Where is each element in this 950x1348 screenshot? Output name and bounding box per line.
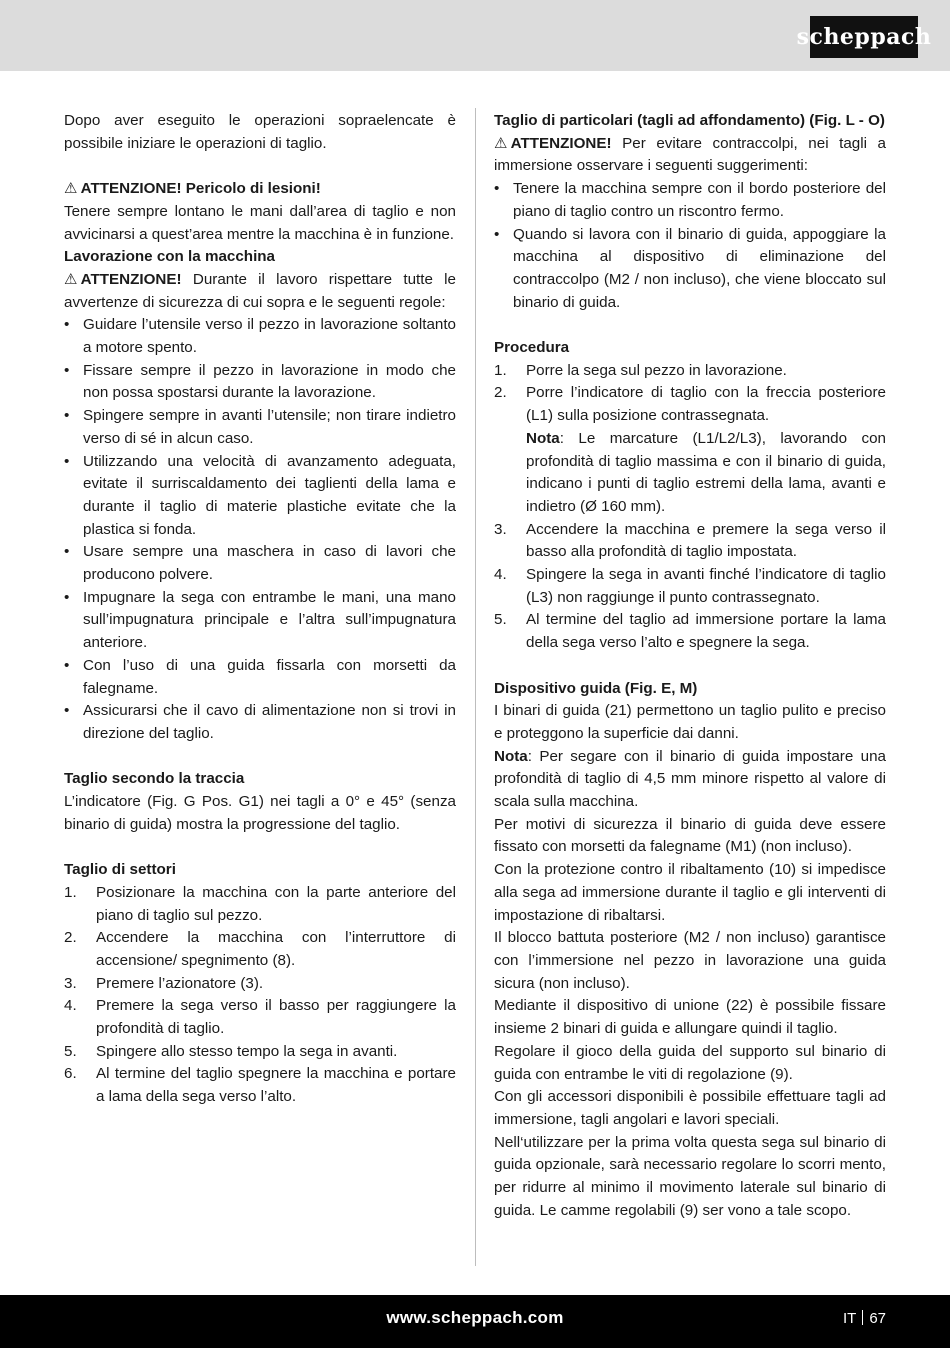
warning-icon: ⚠ bbox=[64, 270, 78, 288]
list-item: • Usare sempre una maschera in caso di lavori che producono polvere. bbox=[64, 541, 456, 586]
rules-list bbox=[64, 314, 456, 745]
list-item: 4. Spingere la sega in avanti finché l’indicatore di taglio (L3) non raggiunge il punto contrassegnato. bbox=[494, 566, 886, 606]
list-item: 4. Premere la sega verso il basso per raggiungere la profondità di taglio. bbox=[64, 997, 456, 1038]
trace-cut-text: L’indicatore (Fig. G Pos. G1) nei tagli a 0° e 45° (senza binario di guida) mostra la progressione del taglio. bbox=[64, 793, 456, 833]
left-column bbox=[64, 110, 456, 1109]
guide-paragraph: Per motivi di sicurezza il binario di guida deve essere fissato con morsetti da falegname (M1) (non incluso). bbox=[494, 815, 886, 856]
list-item: 1. Posizionare la macchina con la parte anteriore del piano di taglio sul pezzo. bbox=[64, 883, 456, 924]
page-indicator bbox=[843, 1310, 886, 1327]
page-number: 67 bbox=[869, 1310, 886, 1327]
list-item: 3. Accendere la macchina e premere la sega verso il basso alla profondità di taglio impostata. bbox=[494, 520, 886, 561]
list-item: 5. Spingere allo stesso tempo la sega in avanti. bbox=[64, 1042, 398, 1060]
warning-kickback-text: ⚠ ATTENZIONE! Per evitare contraccolpi, nei tagli a immersione osservare i seguenti suggerimenti: bbox=[494, 134, 886, 175]
note-label: Nota bbox=[494, 747, 528, 765]
list-item: • Spingere sempre in avanti l’utensile; non tirare indietro verso di sé in alcun caso. bbox=[64, 405, 456, 450]
section-title-procedure: Procedura bbox=[494, 339, 570, 357]
guide-paragraph: Il blocco battuta posteriore (M2 / non incluso) garantisce con l’immersione nel pezzo in lavorazione una guida sicura (non incluso). bbox=[494, 929, 886, 992]
list-item: • Quando si lavora con il binario di guida, appoggiare la macchina al dispositivo di eliminazione del contraccolpo (M2 / non incluso), che viene bloccato sul binario di guida. bbox=[494, 224, 886, 315]
right-column bbox=[494, 110, 886, 1222]
list-item: • Impugnare la sega con entrambe le mani, una mano sull’impugnatura principale e l’altra sull’impugnatura anteriore. bbox=[64, 587, 456, 655]
list-item: • Tenere la macchina sempre con il bordo posteriore del piano di taglio contro un riscontro fermo. bbox=[494, 178, 886, 223]
warning-rules-text: ⚠ ATTENZIONE! Durante il lavoro rispettare tutte le avvertenze di sicurezza di cui sopra e le seguenti regole: bbox=[64, 270, 456, 311]
section-title-machine-work: Lavorazione con la macchina bbox=[64, 248, 276, 266]
warning-injury-title: ⚠ ATTENZIONE! Pericolo di lesioni! bbox=[64, 178, 456, 201]
guide-note: Nota: Per segare con il binario di guida impostare una profondità di taglio di 4,5 mm minore rispetto al valore di scala sulla macchina. bbox=[494, 747, 886, 811]
guide-paragraph: Mediante il dispositivo di unione (22) è possibile fissare insieme 2 binari di guida e allungare quindi il taglio. bbox=[494, 997, 886, 1038]
separator bbox=[862, 1310, 863, 1325]
note-label: Nota bbox=[526, 429, 560, 447]
header-bar bbox=[0, 0, 950, 71]
guide-paragraph: Con la protezione contro il ribaltamento (10) si impedisce alla sega ad immersione durante il taglio e gli interventi di impostazione di ribaltarsi. bbox=[494, 861, 886, 924]
list-item: 1. Porre la sega sul pezzo in lavorazione. bbox=[494, 361, 787, 379]
list-item: • Utilizzando una velocità di avanzamento adeguata, evitate il surriscaldamento dei taglienti della lama e durante il taglio di materie plastiche evitate che la plastica si fonda. bbox=[64, 451, 456, 542]
guide-paragraph: I binari di guida (21) permettono un taglio pulito e preciso e proteggono la superficie dai danni. bbox=[494, 702, 886, 742]
list-item: 5. Al termine del taglio ad immersione portare la lama della sega verso l’alto e spegnere la sega. bbox=[494, 611, 886, 652]
section-title-plunge-cut: Taglio di particolari (tagli ad affondamento) (Fig. L - O) bbox=[494, 112, 885, 129]
list-item: • Assicurarsi che il cavo di alimentazione non si trovi in direzione del taglio. bbox=[64, 700, 456, 745]
intro-text: Dopo aver eseguito le operazioni sopraelencate è possibile iniziare le operazioni di taglio. bbox=[64, 112, 456, 152]
tips-list bbox=[494, 178, 886, 314]
guide-paragraph: Nell‘utilizzare per la prima volta questa sega sul binario di guida opzionale, sarà necessario regolare lo scorri mento, per ridurre al minimo il movimento laterale sul binario di guida. Le camme regolabili (9) ser vono a tale scopo. bbox=[494, 1133, 886, 1219]
warning-injury-text: Tenere sempre lontano le mani dall’area di taglio e non avvicinarsi a quest’area mentre la macchina è in funzione. bbox=[64, 202, 456, 243]
list-item: 2. Accendere la macchina con l’interruttore di accensione/ spegnimento (8). bbox=[64, 929, 456, 969]
section-title-trace-cut: Taglio secondo la traccia bbox=[64, 770, 245, 788]
procedure-list bbox=[494, 360, 886, 655]
list-item: • Con l’uso di una guida fissarla con morsetti da falegname. bbox=[64, 655, 456, 700]
list-item: • Guidare l’utensile verso il pezzo in lavorazione soltanto a motore spento. bbox=[64, 314, 456, 359]
section-title-sector-cut: Taglio di settori bbox=[64, 861, 176, 879]
guide-paragraph: Regolare il gioco della guida del supporto sul binario di guida con entrambe le viti di regolazione (9). bbox=[494, 1042, 886, 1083]
list-item: • Fissare sempre il pezzo in lavorazione in modo che non possa spostarsi durante la lavorazione. bbox=[64, 360, 456, 405]
guide-paragraph: Con gli accessori disponibili è possibile effettuare tagli ad immersione, tagli angolari e lavori speciali. bbox=[494, 1088, 886, 1128]
column-divider bbox=[475, 108, 476, 1266]
list-item: 6. Al termine del taglio spegnere la macchina e portare a lama della sega verso l’alto. bbox=[64, 1065, 456, 1106]
language-code: IT bbox=[842, 1310, 857, 1327]
warning-icon: ⚠ bbox=[64, 180, 78, 198]
brand-logo: scheppach bbox=[810, 16, 918, 58]
list-item: 2. Porre l’indicatore di taglio con la freccia posteriore (L1) sulla posizione contrassegnata. Nota: Le marcature (L1/L2/L3), lavorando con profondità di taglio massima e con il binario di guida, indicano i punti di taglio estremi della lama, avanti e indietro (Ø 160 mm). bbox=[494, 384, 886, 515]
website-link[interactable]: www.scheppach.com bbox=[386, 1308, 564, 1327]
sector-steps-list bbox=[64, 882, 456, 1109]
section-title-guide-device: Dispositivo guida (Fig. E, M) bbox=[494, 679, 698, 697]
list-item: 3. Premere l’azionatore (3). bbox=[64, 974, 264, 992]
warning-icon: ⚠ bbox=[494, 134, 508, 152]
footer-bar bbox=[0, 1295, 950, 1348]
